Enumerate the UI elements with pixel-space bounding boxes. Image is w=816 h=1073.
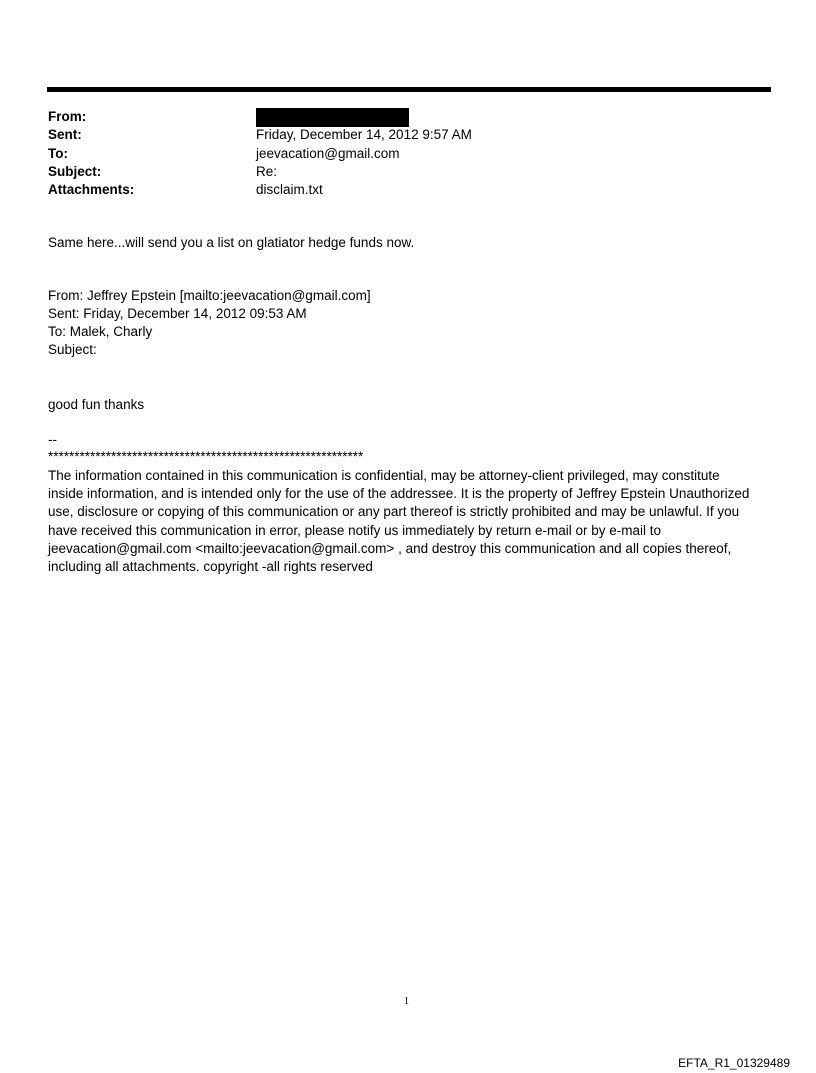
sent-value: Friday, December 14, 2012 9:57 AM — [256, 127, 472, 143]
reply-text: Same here...will send you a list on glatiator hedge funds now. — [48, 235, 415, 250]
sent-label: Sent: — [48, 127, 82, 143]
disclaimer-line: including all attachments. copyright -all rights reserved — [48, 559, 373, 575]
subject-value: Re: — [256, 163, 278, 179]
attachments-value: disclaim.txt — [256, 182, 323, 198]
document-id: EFTA_R1_01329489 — [678, 1056, 790, 1070]
disclaimer-line: inside information, and is intended only for the use of the addressee. It is the property of Jeffrey Epstein Unauthorized — [48, 486, 750, 502]
from-label: From: — [48, 109, 87, 124]
subject-label: Subject: — [48, 163, 102, 179]
quoted-body: good fun thanks — [48, 397, 145, 412]
redacted-sender-block — [256, 108, 409, 127]
disclaimer-line: use, disclosure or copying of this communication or any part thereof is strictly prohibited and may be unlawful. If you — [48, 504, 740, 520]
signature-dashes: -- — [48, 432, 57, 447]
asterisk-separator: ************************************************************ — [48, 449, 364, 464]
page-number: 1 — [404, 996, 409, 1007]
quoted-from-line: From: Jeffrey Epstein [mailto:jeevacation@gmail.com] — [48, 288, 371, 303]
header-rule — [47, 87, 771, 92]
to-label: To: — [48, 145, 68, 161]
to-value: jeevacation@gmail.com — [256, 145, 400, 161]
disclaimer-line: have received this communication in error, please notify us immediately by return e-mail or by e-mail to — [48, 522, 662, 538]
disclaimer-line: jeevacation@gmail.com <mailto:jeevacation@gmail.com> , and destroy this communication and all copies thereof, — [48, 540, 732, 556]
confidentiality-disclaimer — [48, 467, 768, 576]
quoted-subject-line: Subject: — [48, 342, 97, 357]
disclaimer-line: The information contained in this communication is confidential, may be attorney-client privileged, may constitute — [48, 468, 720, 483]
quoted-to-line: To: Malek, Charly — [48, 324, 153, 339]
quoted-sent-line: Sent: Friday, December 14, 2012 09:53 AM — [48, 306, 307, 321]
attachments-label: Attachments: — [48, 182, 135, 198]
